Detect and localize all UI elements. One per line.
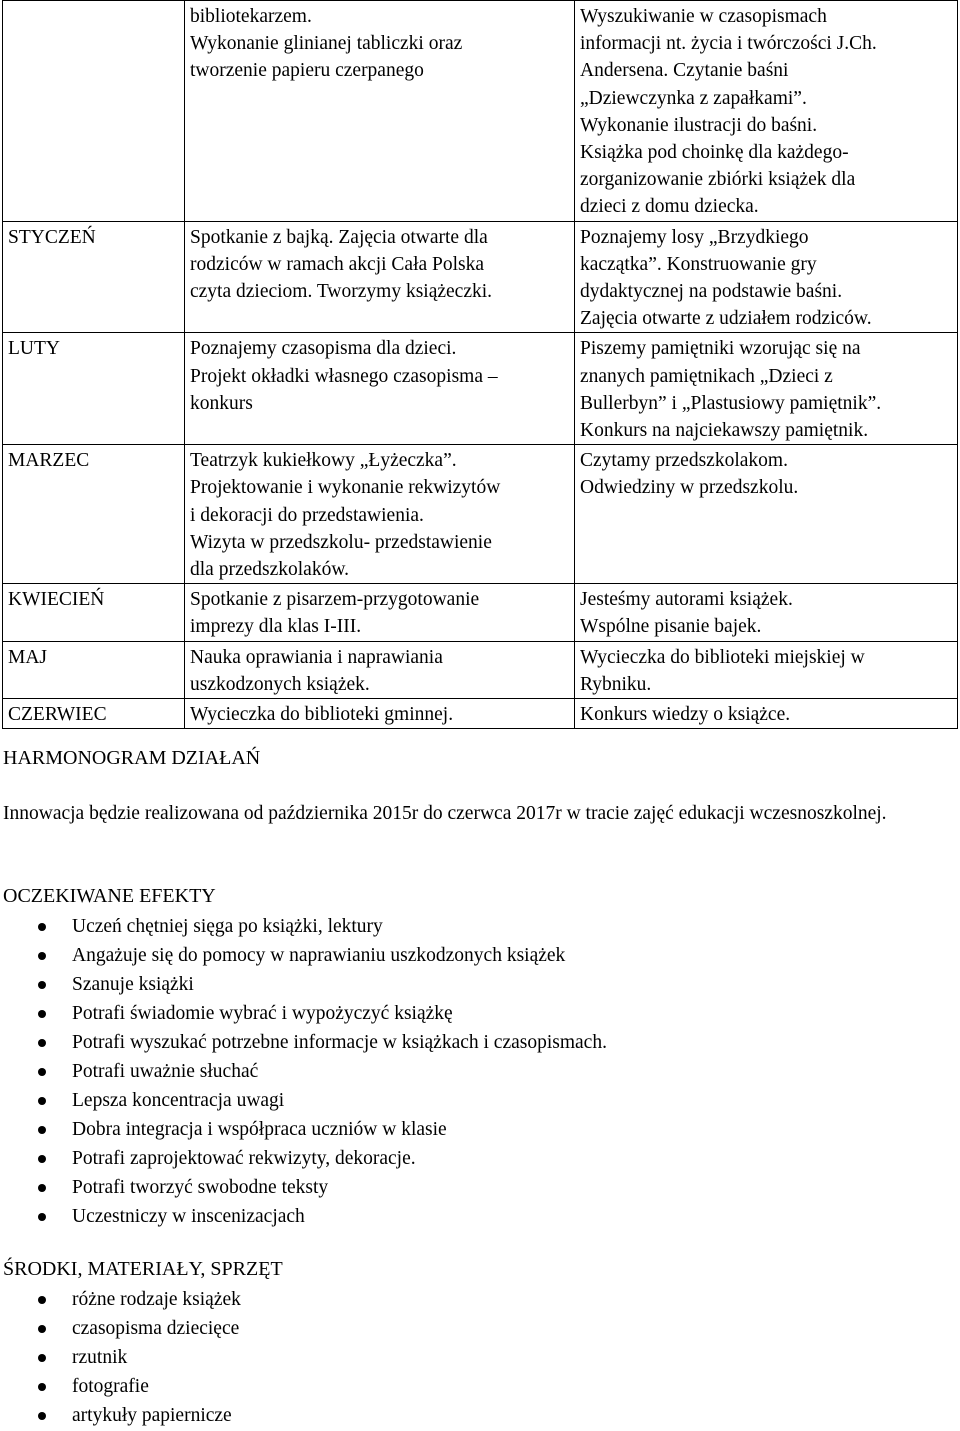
month-cell: LUTY [3,333,185,445]
cell-line: Wykonanie ilustracji do baśni. [580,114,818,136]
activity-cell [185,584,575,641]
list-item: artykuły papiernicze [0,1401,241,1430]
cell-line: Wykonanie glinianej tabliczki oraz [190,33,463,55]
cell-line: Rybniku. [580,673,652,695]
activity-cell [185,445,575,584]
srodki-title: ŚRODKI, MATERIAŁY, SPRZĘT [3,1258,283,1280]
cell-line: Książka pod choinkę dla każdego- [580,142,849,164]
cell-line: Jesteśmy autorami książek. [580,589,793,611]
list-item: Potrafi tworzyć swobodne teksty [0,1173,607,1202]
cell-line: dydaktycznej na podstawie baśni. [580,281,843,303]
cell-line: Andersena. Czytanie baśni [580,60,789,82]
cell-line: bibliotekarzem. [190,6,312,27]
harmonogram-title: HARMONOGRAM DZIAŁAŃ [3,747,261,769]
cell-line: dla przedszkolaków. [190,559,350,581]
cell-line: dzieci z domu dziecka. [580,196,759,218]
list-item: różne rodzaje książek [0,1285,241,1314]
schedule-table [2,0,958,729]
cell-line: rodziców w ramach akcji Cała Polska [190,253,485,275]
cell-line: Projekt okładki własnego czasopisma – [190,365,498,387]
cell-line: Wizyta w przedszkolu- przedstawienie [190,531,492,553]
activity-cell [185,333,575,445]
efekty-list [0,912,607,1231]
cell-line: Nauka oprawiania i naprawiania [190,646,443,668]
activity-cell-second [575,333,958,445]
activity-cell-second [575,445,958,584]
cell-line: Spotkanie z pisarzem-przygotowanie [190,589,480,611]
activity-cell [185,221,575,333]
month-cell: MARZEC [3,445,185,584]
cell-line: zorganizowanie zbiórki książek dla [580,169,856,191]
cell-line: Wyszukiwanie w czasopismach [580,6,827,27]
cell-line: Poznajemy losy „Brzydkiego [580,226,809,248]
list-item: Potrafi uważnie słuchać [0,1057,607,1086]
table-row [3,333,958,445]
month-cell: MAJ [3,641,185,698]
cell-line: Bullerbyn” i „Plastusiowy pamiętnik”. [580,392,882,414]
list-item: Szanuje książki [0,970,607,999]
table-row [3,445,958,584]
cell-line: znanych pamiętnikach „Dzieci z [580,365,833,387]
cell-line: informacji nt. życia i twórczości J.Ch. [580,33,877,55]
month-cell [3,1,185,222]
cell-line: uszkodzonych książek. [190,673,370,695]
cell-line: czyta dzieciom. Tworzymy książeczki. [190,281,493,303]
list-item: Potrafi świadomie wybrać i wypożyczyć książkę [0,999,607,1028]
cell-line: Odwiedziny w przedszkolu. [580,477,799,499]
list-item: czasopisma dziecięce [0,1314,241,1343]
harmonogram-text: Innowacja będzie realizowana od października 2015r do czerwca 2017r w tracie zajęć edukacji wczesnoszkolnej. [3,803,887,824]
activity-cell-second [575,1,958,222]
month-cell: KWIECIEŃ [3,584,185,641]
list-item: Potrafi wyszukać potrzebne informacje w książkach i czasopismach. [0,1028,607,1057]
cell-line: Czytamy przedszkolakom. [580,450,788,472]
cell-line: Konkurs wiedzy o książce. [580,704,791,726]
activity-cell [185,641,575,698]
cell-line: Konkurs na najciekawszy pamiętnik. [580,420,869,442]
cell-line: Poznajemy czasopisma dla dzieci. [190,338,457,360]
table-row [3,1,958,222]
list-item: rzutnik [0,1343,241,1372]
srodki-list [0,1285,241,1430]
cell-line: Piszemy pamiętniki wzorując się na [580,338,861,360]
activity-cell-second [575,699,958,729]
cell-line: Wycieczka do biblioteki gminnej. [190,704,454,726]
list-item: Dobra integracja i współpraca uczniów w klasie [0,1115,607,1144]
cell-line: tworzenie papieru czerpanego [190,60,424,82]
list-item: Potrafi zaprojektować rekwizyty, dekoracje. [0,1144,607,1173]
table-row [3,699,958,729]
activity-cell-second [575,584,958,641]
list-item: Uczeń chętniej sięga po książki, lektury [0,912,607,941]
table-row [3,221,958,333]
cell-line: kaczątka”. Konstruowanie gry [580,253,817,275]
list-item: Uczestniczy w inscenizacjach [0,1202,607,1231]
cell-line: Teatrzyk kukiełkowy „Łyżeczka”. [190,450,457,472]
cell-line: Projektowanie i wykonanie rekwizytów [190,477,501,499]
cell-line: imprezy dla klas I-III. [190,616,362,638]
cell-line: „Dziewczynka z zapałkami”. [580,87,807,109]
efekty-title: OCZEKIWANE EFEKTY [3,885,216,907]
list-item: fotografie [0,1372,241,1401]
activity-cell-second [575,221,958,333]
activity-cell-second [575,641,958,698]
list-item: Lepsza koncentracja uwagi [0,1086,607,1115]
cell-line: konkurs [190,392,253,414]
cell-line: i dekoracji do przedstawienia. [190,504,424,526]
cell-line: Spotkanie z bajką. Zajęcia otwarte dla [190,226,488,248]
cell-line: Wycieczka do biblioteki miejskiej w [580,646,865,668]
table-row [3,641,958,698]
activity-cell [185,699,575,729]
cell-line: Wspólne pisanie bajek. [580,616,762,638]
month-cell: STYCZEŃ [3,221,185,333]
table-row [3,584,958,641]
cell-line: Zajęcia otwarte z udziałem rodziców. [580,308,872,330]
month-cell: CZERWIEC [3,699,185,729]
activity-cell [185,1,575,222]
list-item: Angażuje się do pomocy w naprawianiu uszkodzonych książek [0,941,607,970]
